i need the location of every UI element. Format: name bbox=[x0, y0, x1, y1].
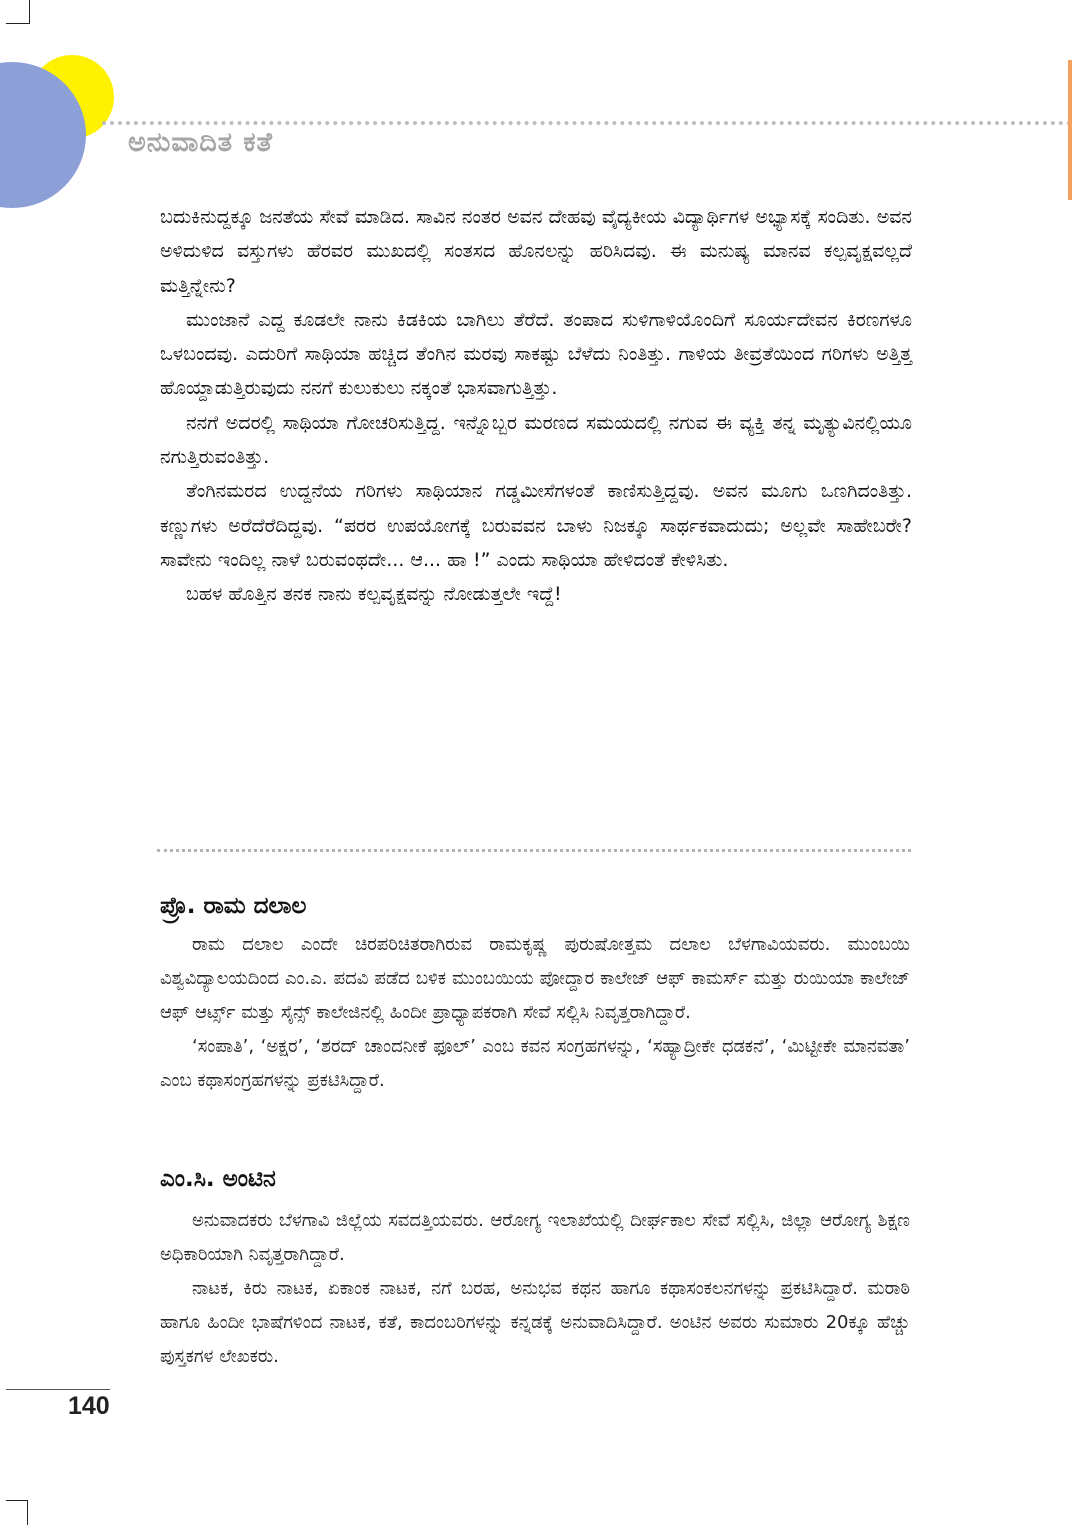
page-number: 140 bbox=[68, 1392, 110, 1420]
edge-accent-bar bbox=[1068, 60, 1072, 200]
story-body bbox=[160, 200, 912, 612]
story-paragraph: ಬಹಳ ಹೊತ್ತಿನ ತನಕ ನಾನು ಕಲ್ಪವೃಕ್ಷವನ್ನು ನೋಡುತ್ತಲೇ ಇದ್ದೆ! bbox=[186, 583, 562, 606]
author-bio bbox=[160, 928, 910, 1098]
story-paragraph: ತೆಂಗಿನಮರದ ಉದ್ದನೆಯ ಗರಿಗಳು ಸಾಥಿಯಾನ ಗಡ್ಡಮೀಸೆಗಳಂತೆ ಕಾಣಿಸುತ್ತಿದ್ದವು. ಅವನ ಮೂಗು ಒಣಗಿದಂತಿತ್ತು. ಕಣ್ಣುಗಳು ಅರೆದೆರೆದಿದ್ದವು. “ಪರರ ಉಪಯೋಗಕ್ಕೆ ಬರುವವನ ಬಾಳು ನಿಜಕ್ಕೂ ಸಾರ್ಥಕವಾದುದು; ಅಲ್ಲವೇ ಸಾಹೇಬರೇ? ಸಾವೇನು ಇಂದಿಲ್ಲ ನಾಳೆ ಬರುವಂಥದೇ... ಆ... ಹಾ !” ಎಂದು ಸಾಥಿಯಾ ಹೇಳಿದಂತೆ ಕೇಳಿಸಿತು. bbox=[160, 480, 912, 571]
header-dotted-rule bbox=[102, 121, 1072, 125]
translator-name: ಎಂ.ಸಿ. ಅಂಟಿನ bbox=[160, 1166, 276, 1192]
bio-paragraph: ಅನುವಾದಕರು ಬೆಳಗಾವಿ ಜಿಲ್ಲೆಯ ಸವದತ್ತಿಯವರು. ಆರೋಗ್ಯ ಇಲಾಖೆಯಲ್ಲಿ ದೀರ್ಘಕಾಲ ಸೇವೆ ಸಲ್ಲಿಸಿ, ಜಿಲ್ಲಾ ಆರೋಗ್ಯ ಶಿಕ್ಷಣ ಅಧಿಕಾರಿಯಾಗಿ ನಿವೃತ್ತರಾಗಿದ್ದಾರೆ. bbox=[160, 1210, 910, 1265]
story-paragraph: ನನಗೆ ಅದರಲ್ಲಿ ಸಾಥಿಯಾ ಗೋಚರಿಸುತ್ತಿದ್ದ. ಇನ್ನೊಬ್ಬರ ಮರಣದ ಸಮಯದಲ್ಲಿ ನಗುವ ಈ ವ್ಯಕ್ತಿ ತನ್ನ ಮೃತ್ಯುವಿನಲ್ಲಿಯೂ ನಗುತ್ತಿರುವಂತಿತ್ತು. bbox=[160, 411, 912, 469]
story-paragraph: ಮುಂಜಾನೆ ಎದ್ದ ಕೂಡಲೇ ನಾನು ಕಿಡಕಿಯ ಬಾಗಿಲು ತೆರೆದೆ. ತಂಪಾದ ಸುಳಿಗಾಳಿಯೊಂದಿಗೆ ಸೂರ್ಯದೇವನ ಕಿರಣಗಳೂ ಒಳಬಂದವು. ಎದುರಿಗೆ ಸಾಥಿಯಾ ಹಚ್ಚಿದ ತೆಂಗಿನ ಮರವು ಸಾಕಷ್ಟು ಬೆಳೆದು ನಿಂತಿತ್ತು. ಗಾಳಿಯ ತೀವ್ರತೆಯಿಂದ ಗರಿಗಳು ಅತ್ತಿತ್ತ ಹೊಯ್ದಾಡುತ್ತಿರುವುದು ನನಗೆ ಕುಲುಕುಲು ನಕ್ಕಂತೆ ಭಾಸವಾಗುತ್ತಿತ್ತು. bbox=[160, 308, 912, 400]
bio-paragraph: ‘ಸಂಪಾತಿ’, ‘ಅಕ್ಷರ’, ‘ಶರದ್ ಚಾಂದನೀಕೆ ಫೂಲ್’ ಎಂಬ ಕವನ ಸಂಗ್ರಹಗಳನ್ನು, ‘ಸಹ್ಯಾದ್ರೀಕೇ ಧಡಕನೆ’, ‘ಮಿಟ್ಟೀಕೇ ಮಾನವತಾ’ ಎಂಬ ಕಥಾಸಂಗ್ರಹಗಳನ್ನು ಪ್ರಕಟಿಸಿದ್ದಾರೆ. bbox=[160, 1036, 910, 1091]
crop-mark-top bbox=[29, 0, 30, 24]
translator-bio bbox=[160, 1204, 910, 1374]
bio-paragraph: ರಾಮ ದಲಾಲ ಎಂದೇ ಚಿರಪರಿಚಿತರಾಗಿರುವ ರಾಮಕೃಷ್ಣ ಪುರುಷೋತ್ತಮ ದಲಾಲ ಬೆಳಗಾವಿಯವರು. ಮುಂಬಯಿ ವಿಶ್ವವಿದ್ಯಾಲಯದಿಂದ ಎಂ.ಎ. ಪದವಿ ಪಡೆದ ಬಳಿಕ ಮುಂಬಯಿಯ ಪೋದ್ದಾರ ಕಾಲೇಜ್ ಆಫ್ ಕಾಮರ್ಸ್ ಮತ್ತು ರುಯಿಯಾ ಕಾಲೇಜ್ ಆಫ್ ಆರ್ಟ್ಸ್ ಮತ್ತು ಸೈನ್ಸ್ ಕಾಲೇಜಿನಲ್ಲಿ ಹಿಂದೀ ಪ್ರಾಧ್ಯಾಪಕರಾಗಿ ಸೇವೆ ಸಲ್ಲಿಸಿ ನಿವೃತ್ತರಾಗಿದ್ದಾರೆ. bbox=[160, 934, 910, 1023]
bio-paragraph: ನಾಟಕ, ಕಿರು ನಾಟಕ, ಏಕಾಂಕ ನಾಟಕ, ನಗೆ ಬರಹ, ಅನುಭವ ಕಥನ ಹಾಗೂ ಕಥಾಸಂಕಲನಗಳನ್ನು ಪ್ರಕಟಿಸಿದ್ದಾರೆ. ಮರಾಠಿ ಹಾಗೂ ಹಿಂದೀ ಭಾಷೆಗಳಿಂದ ನಾಟಕ, ಕತೆ, ಕಾದಂಬರಿಗಳನ್ನು ಕನ್ನಡಕ್ಕೆ ಅನುವಾದಿಸಿದ್ದಾರೆ. ಅಂಟಿನ ಅವರು ಸುಮಾರು 20ಕ್ಕೂ ಹೆಚ್ಚು ಪುಸ್ತಕಗಳ ಲೇಖಕರು. bbox=[160, 1278, 910, 1367]
section-divider bbox=[157, 849, 911, 852]
author-name: ಪ್ರೊ. ರಾಮ ದಲಾಲ bbox=[160, 893, 307, 919]
crop-mark-top bbox=[6, 23, 30, 24]
crop-mark-bottom bbox=[6, 1500, 28, 1501]
footer-rule bbox=[6, 1389, 110, 1390]
section-title: ಅನುವಾದಿತ ಕತೆ bbox=[128, 127, 273, 158]
story-paragraph: ಬದುಕಿನುದ್ದಕ್ಕೂ ಜನತೆಯ ಸೇವೆ ಮಾಡಿದ. ಸಾವಿನ ನಂತರ ಅವನ ದೇಹವು ವೈದ್ಯಕೀಯ ವಿದ್ಯಾರ್ಥಿಗಳ ಅಭ್ಯಾಸಕ್ಕೆ ಸಂದಿತು. ಅವನ ಅಳಿದುಳಿದ ವಸ್ತುಗಳು ಹೆರವರ ಮುಖದಲ್ಲಿ ಸಂತಸದ ಹೊನಲನ್ನು ಹರಿಸಿದವು. ಈ ಮನುಷ್ಯ ಮಾನವ ಕಲ್ಪವೃಕ್ಷವಲ್ಲದೆ ಮತ್ತಿನ್ನೇನು? bbox=[160, 206, 912, 297]
crop-mark-bottom bbox=[27, 1500, 28, 1525]
